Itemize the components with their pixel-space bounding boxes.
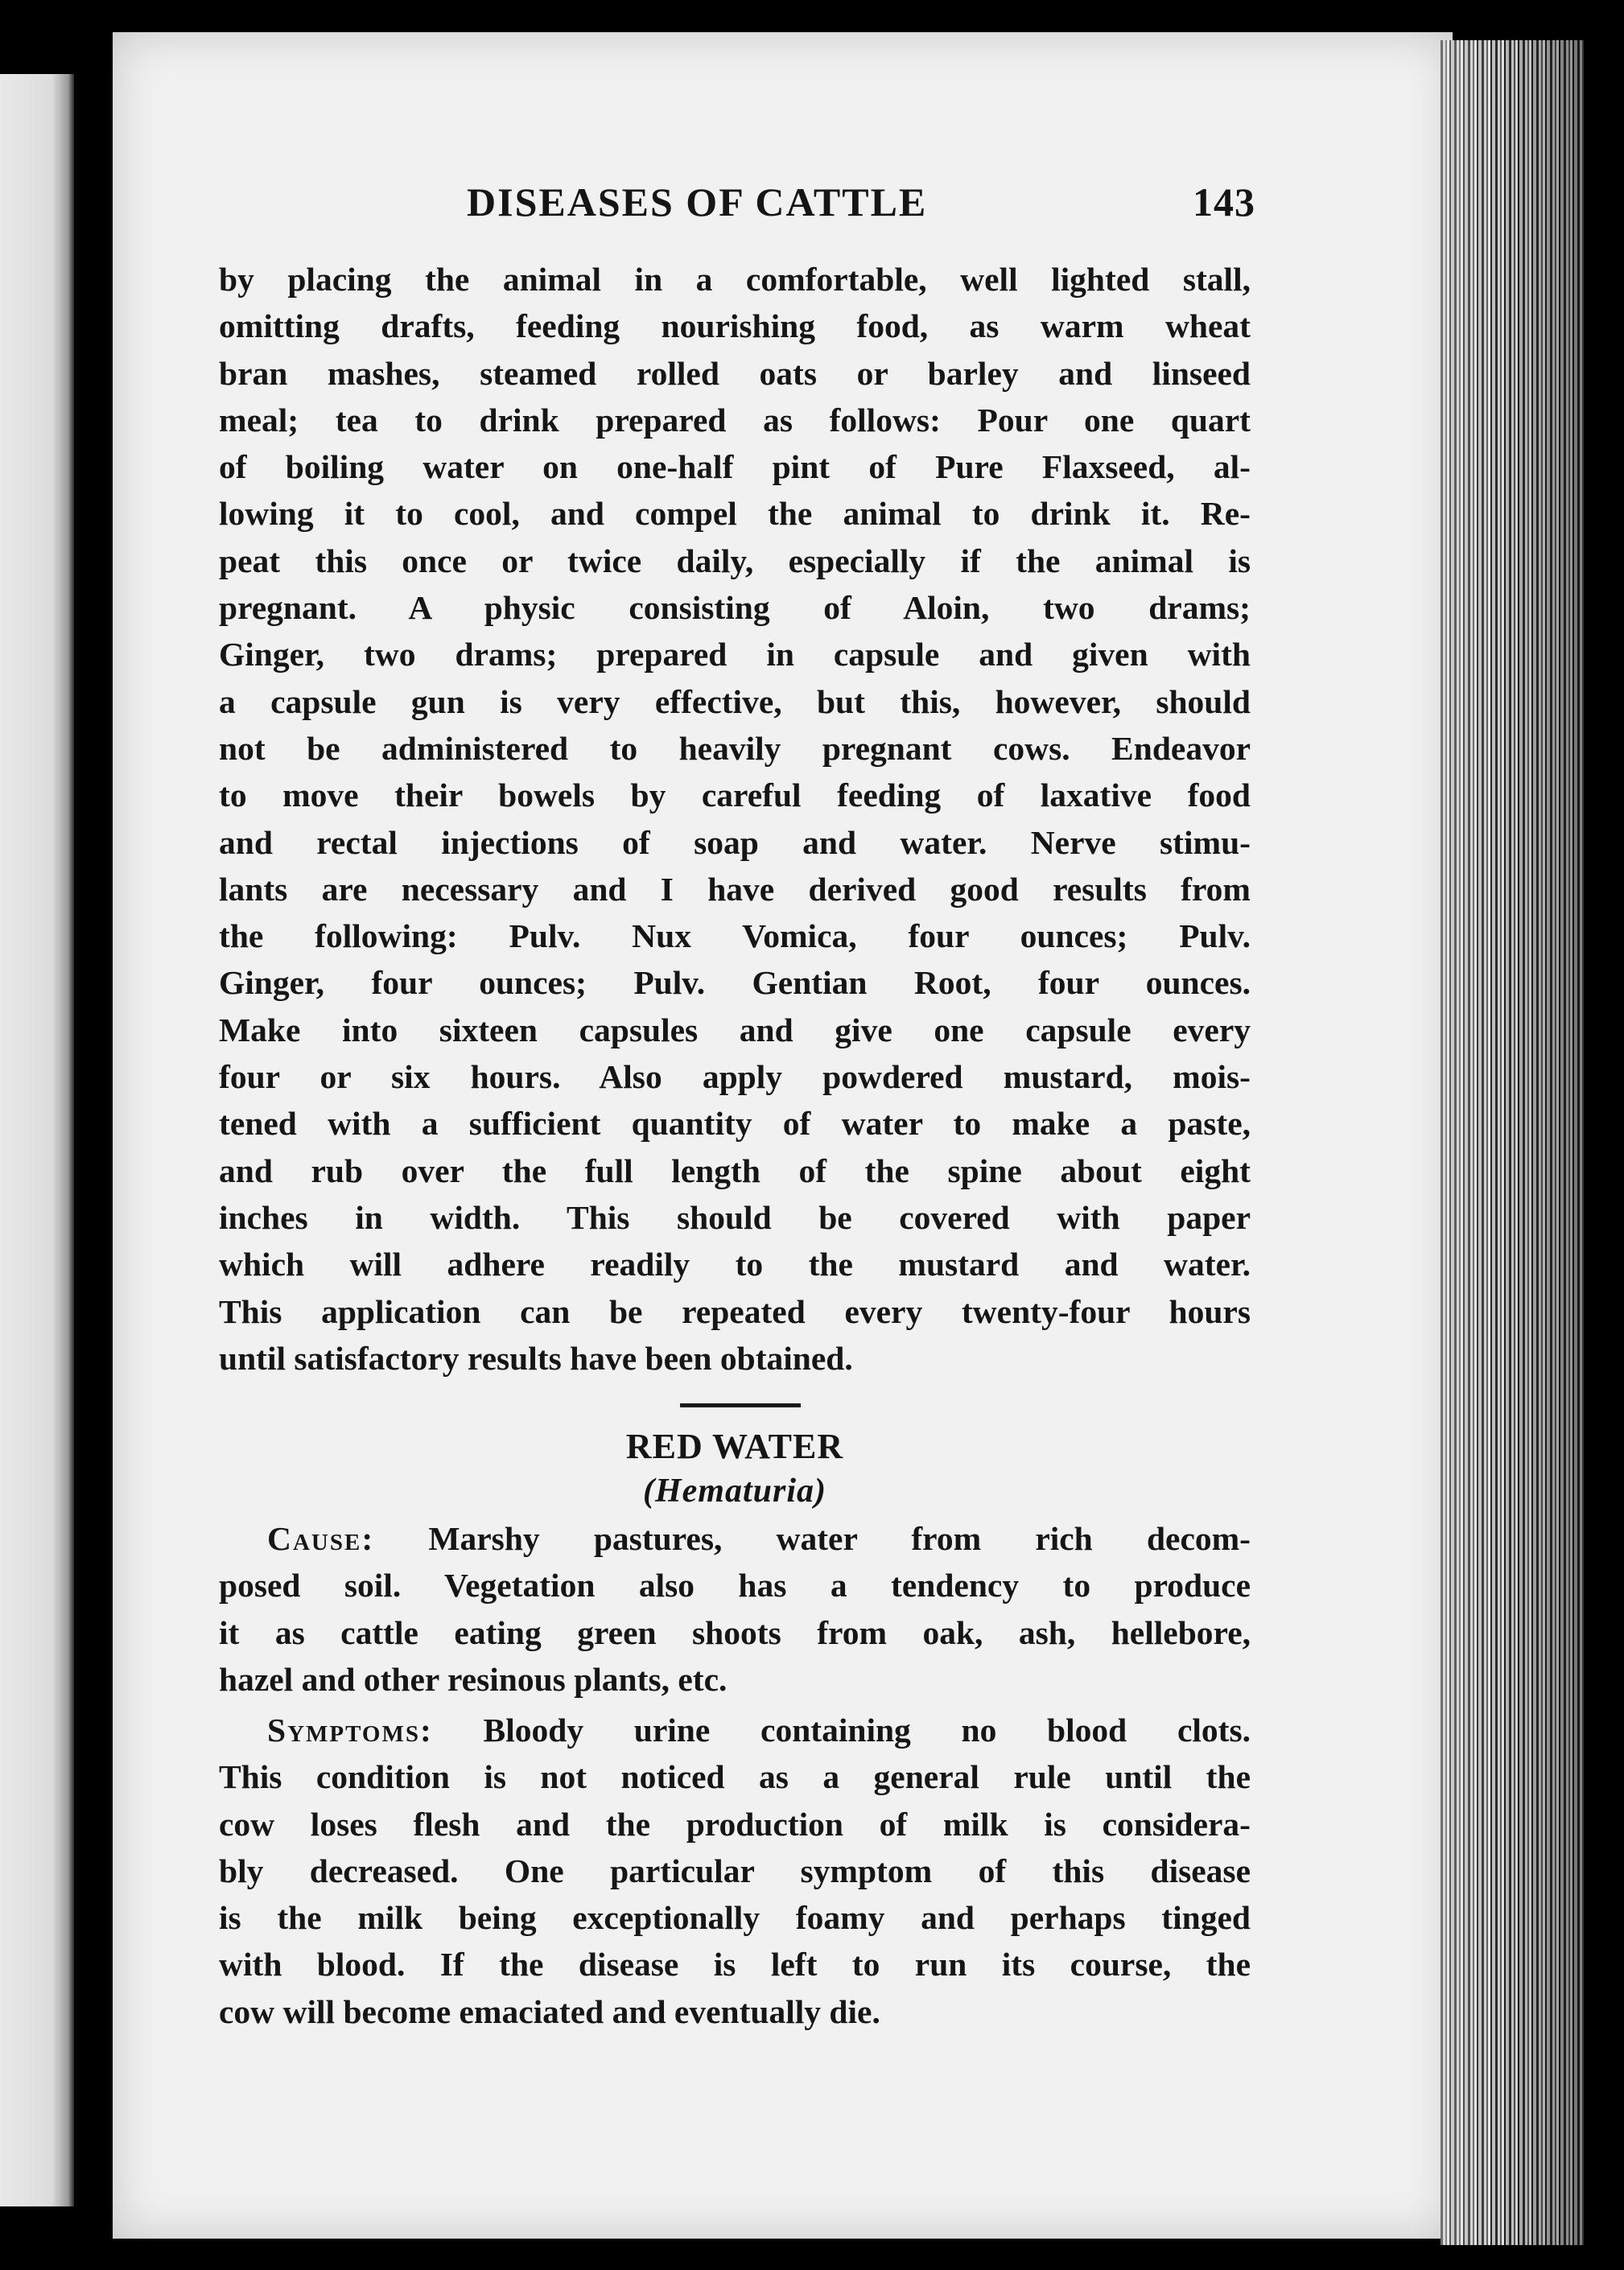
symptoms-label: Symptoms: <box>267 1712 433 1749</box>
text-line: hazel and other resinous plants, etc. <box>219 1660 728 1698</box>
section-subheading: (Hematuria) <box>643 1473 826 1510</box>
text-line: of boiling water on one-half pint of Pure Flaxseed, al- <box>219 448 1251 486</box>
text-line: and rub over the full length of the spine about eight <box>219 1151 1251 1189</box>
text-line: cow loses flesh and the production of milk is considera- <box>219 1805 1251 1843</box>
text-line: to move their bowels by careful feeding of laxative food <box>219 777 1251 814</box>
text-line: with blood. If the disease is left to run its course, the <box>219 1946 1251 1984</box>
text-line: This condition is not noticed as a general rule until the <box>219 1758 1251 1796</box>
text-line: Ginger, four ounces; Pulv. Gentian Root, four ounces. <box>219 964 1251 1002</box>
text-line: it as cattle eating green shoots from oak, ash, hellebore, <box>219 1613 1251 1651</box>
paragraph-cause <box>219 1515 1251 1703</box>
text-line: Ginger, two drams; prepared in capsule and given with <box>219 636 1251 674</box>
section-heading: RED WATER <box>625 1427 844 1466</box>
text-line: lants are necessary and I have derived good results from <box>219 870 1251 908</box>
page-edge-shading <box>1441 40 1584 2245</box>
text-line: lowing it to cool, and compel the animal to drink it. Re- <box>219 495 1251 533</box>
page-number: 143 <box>1193 179 1255 225</box>
text-line: which will adhere readily to the mustard and water. <box>219 1246 1251 1283</box>
text-line: posed soil. Vegetation also has a tendency to produce <box>219 1567 1251 1605</box>
section-divider <box>680 1403 801 1407</box>
left-page-edge <box>0 74 74 2206</box>
text-line <box>219 1707 1251 1753</box>
paragraph-treatment <box>219 256 1251 1382</box>
text-line: four or six hours. Also apply powdered mustard, mois- <box>219 1058 1251 1096</box>
text-line: the following: Pulv. Nux Vomica, four ounces; Pulv. <box>219 917 1251 955</box>
symptoms-first-line: Bloody urine containing no blood clots. <box>483 1712 1251 1749</box>
text-line: Make into sixteen capsules and give one capsule every <box>219 1011 1251 1048</box>
text-line: cow will become emaciated and eventually die. <box>219 1992 880 2030</box>
paragraph-symptoms <box>219 1707 1251 2035</box>
text-line: pregnant. A physic consisting of Aloin, two drams; <box>219 589 1251 627</box>
text-line: is the milk being exceptionally foamy and perhaps tinged <box>219 1899 1251 1937</box>
running-head-title: DISEASES OF CATTLE <box>467 179 928 225</box>
text-line <box>219 1515 1251 1562</box>
text-line: tened with a sufficient quantity of water to make a paste, <box>219 1105 1251 1143</box>
text-line: inches in width. This should be covered with paper <box>219 1198 1251 1236</box>
text-line: This application can be repeated every twenty-four hours <box>219 1292 1251 1330</box>
text-line: not be administered to heavily pregnant cows. Endeavor <box>219 729 1251 767</box>
text-line: bly decreased. One particular symptom of this disease <box>219 1852 1251 1889</box>
text-line: peat this once or twice daily, especially if the animal is <box>219 542 1251 579</box>
text-line: by placing the animal in a comfortable, well lighted stall, <box>219 261 1251 298</box>
text-line: omitting drafts, feeding nourishing food, as warm wheat <box>219 307 1251 345</box>
text-line: and rectal injections of soap and water. Nerve stimu- <box>219 823 1251 861</box>
cause-first-line: Marshy pastures, water from rich decom- <box>428 1520 1251 1557</box>
text-line: until satisfactory results have been obtained. <box>219 1339 853 1377</box>
text-line: meal; tea to drink prepared as follows: Pour one quart <box>219 401 1251 439</box>
text-line: bran mashes, steamed rolled oats or barley and linseed <box>219 354 1251 392</box>
cause-label: Cause: <box>267 1520 375 1557</box>
text-line: a capsule gun is very effective, but this, however, should <box>219 682 1251 720</box>
